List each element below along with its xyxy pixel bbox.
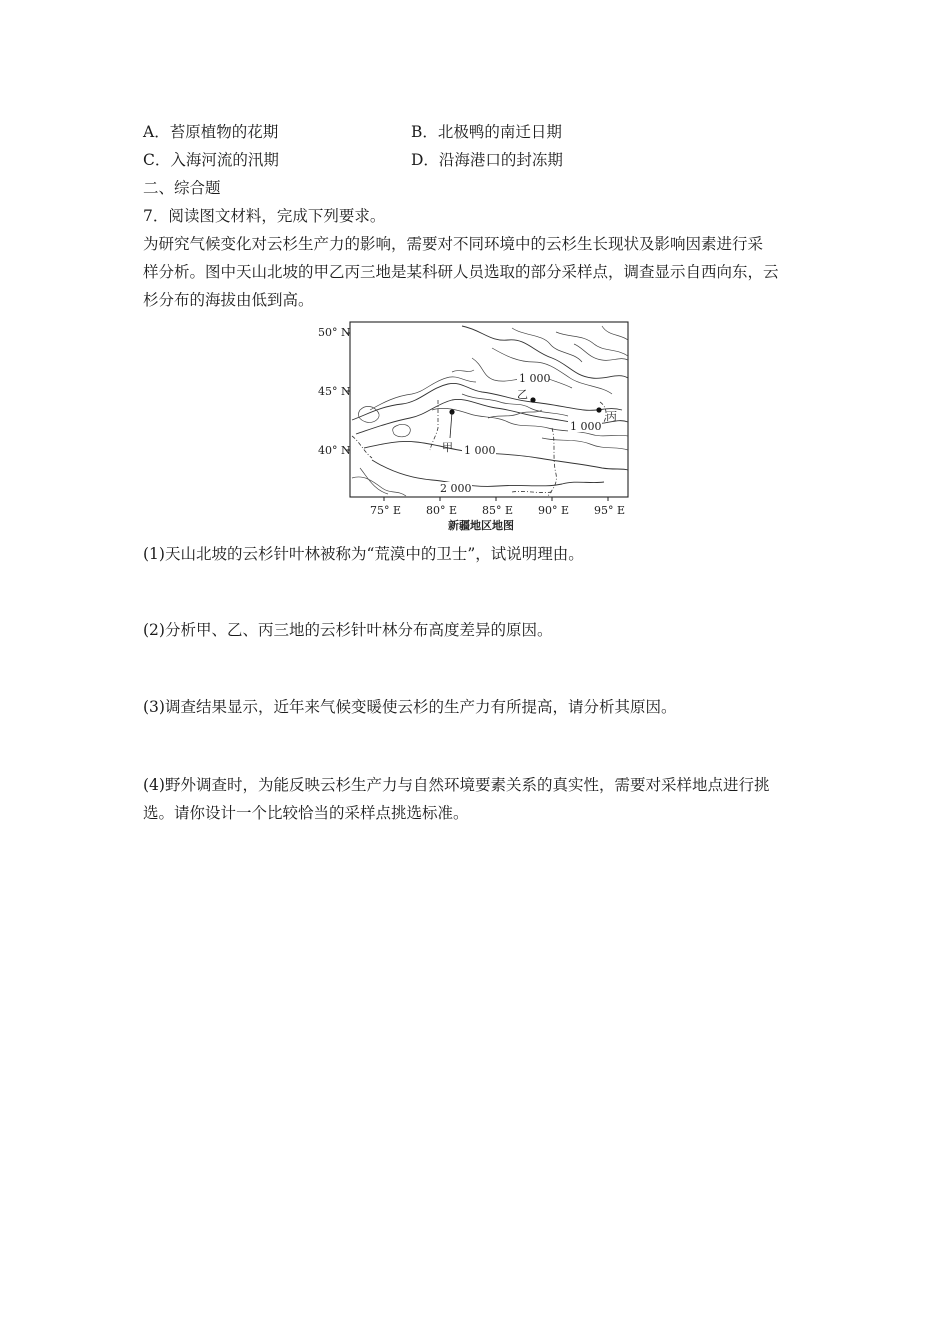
option-c: C．入海河流的汛期 [143, 151, 279, 169]
point-yi-marker [530, 397, 535, 402]
point-yi-label: 乙 [517, 388, 528, 401]
lat-label-45: 45° N [318, 385, 351, 398]
map-graphic [312, 318, 636, 518]
lon-label-80: 80° E [426, 504, 458, 517]
question-title: 7．阅读图文材料，完成下列要求。 [143, 207, 386, 225]
lon-label-95: 95° E [594, 504, 626, 517]
material-line-1: 为研究气候变化对云杉生产力的影响，需要对不同环境中的云杉生长现状及影响因素进行采 [143, 235, 764, 253]
option-b: B．北极鸭的南迁日期 [411, 123, 562, 141]
sub-question-3: (3)调查结果显示，近年来气候变暖使云杉的生产力有所提高，请分析其原因。 [143, 698, 677, 716]
point-jia-label: 甲 [442, 441, 453, 454]
lat-label-40: 40° N [318, 444, 351, 457]
sub-question-2: (2)分析甲、乙、丙三地的云杉针叶林分布高度差异的原因。 [143, 621, 553, 639]
point-bing-label: 丙 [606, 410, 617, 423]
lon-label-85: 85° E [482, 504, 514, 517]
xinjiang-map [312, 318, 636, 540]
contour-label-1: 1 000 [519, 372, 551, 385]
sub-question-4-line-1: (4)野外调查时，为能反映云杉生产力与自然环境要素关系的真实性，需要对采样地点进行挑 [143, 776, 770, 794]
material-line-2: 样分析。图中天山北坡的甲乙丙三地是某科研人员选取的部分采样点，调查显示自西向东，云 [143, 263, 779, 281]
contour-label-4: 2 000 [440, 482, 472, 495]
point-bing-marker [596, 407, 601, 412]
contour-label-2: 1 000 [570, 420, 602, 433]
sub-question-1: (1)天山北坡的云杉针叶林被称为“荒漠中的卫士”，试说明理由。 [143, 545, 584, 563]
option-d: D．沿海港口的封冻期 [411, 151, 563, 169]
lon-label-75: 75° E [370, 504, 402, 517]
map-frame [350, 322, 628, 497]
contour-label-3: 1 000 [464, 444, 496, 457]
map-caption: 新疆地区地图 [448, 519, 514, 532]
lon-label-90: 90° E [538, 504, 570, 517]
lat-label-50: 50° N [318, 326, 351, 339]
sub-question-4-line-2: 选。请你设计一个比较恰当的采样点挑选标准。 [143, 804, 469, 822]
section-heading: 二、综合题 [143, 179, 221, 197]
option-a: A．苔原植物的花期 [143, 123, 279, 141]
material-line-3: 杉分布的海拔由低到高。 [143, 291, 314, 309]
